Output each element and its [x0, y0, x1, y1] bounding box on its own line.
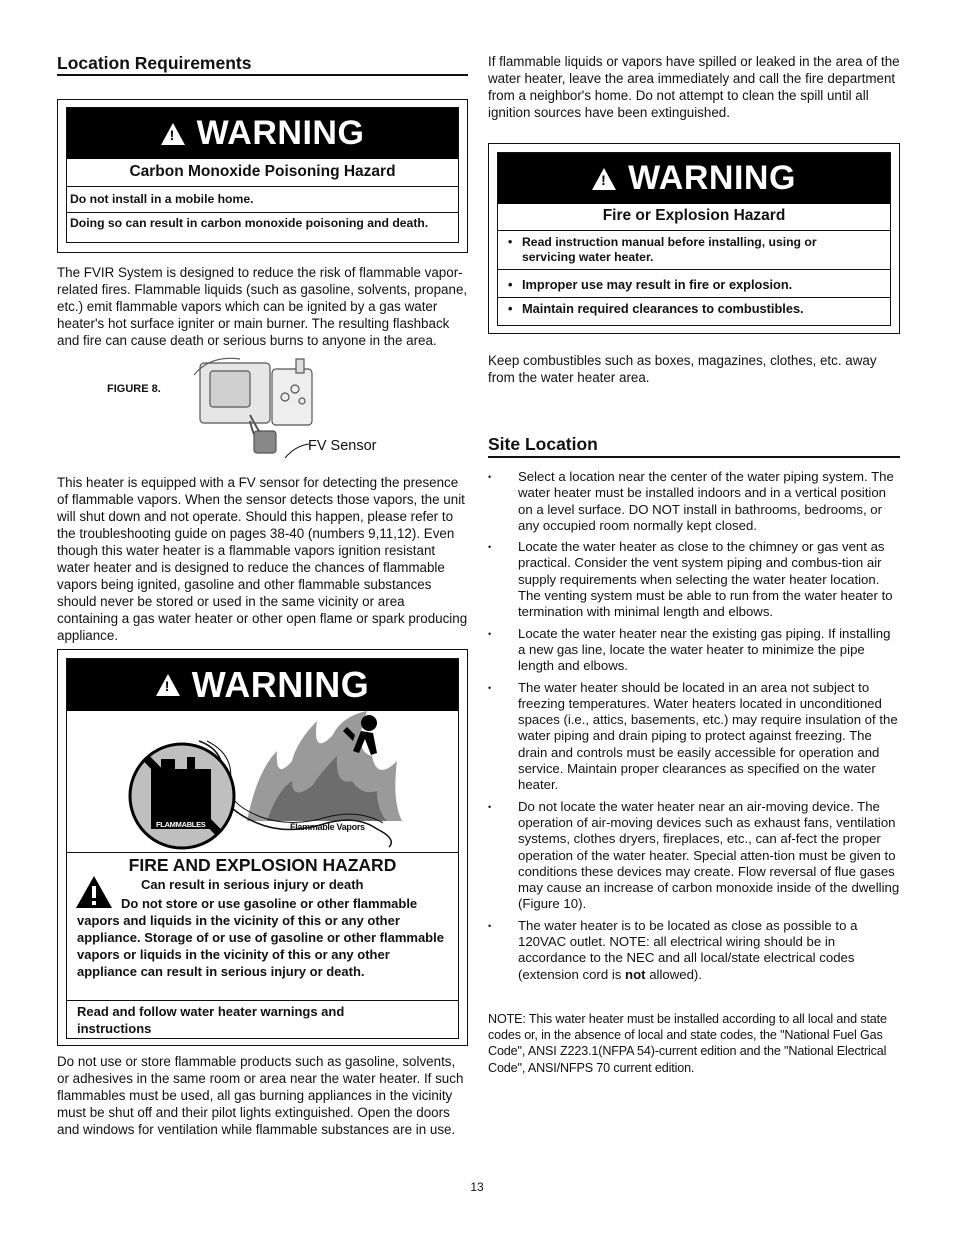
warning-fire-box — [488, 143, 900, 334]
figure-8-label: FIGURE 8. — [107, 383, 161, 395]
warning-co-sep — [67, 212, 458, 213]
location-title-rule — [57, 74, 468, 76]
site-location-title: Site Location — [488, 434, 598, 454]
bottom-paragraph: Do not use or store flammable products such as gasoline, solvents, or adhesives in the same room or area near the water heater. If such flammables must be used, all gas burning appliances in the vicinity must be shut off and their pilot lights extinguished. Open the doors and windows for ventilation while flammable substances are in use. — [57, 1054, 464, 1137]
site-title-rule — [488, 456, 900, 458]
warning-flammable-body-rest: vapors and liquids in the vicinity of this or any other appliance. Storage of or use of gasoline or other flammable vapors or liquids in the vicinity of this or any other appliance can result in serious injury or death. — [77, 913, 444, 979]
list-item: • Locate the water heater as close to the chimney or gas vent as practical. Consider the vent system piping and combus-tion air supply requirements when selecting the water heater location. The venting system must be able to run from the water heater to termination with minimal length and elbows. — [488, 539, 900, 620]
note-paragraph: NOTE: This water heater must be installed according to all local and state codes or, in the absence of local and state codes, the "National Fuel Gas Code", ANSI Z223.1(NFPA 54)-current edition and the "National Electrical Code", ANSI/NFPS 70 current edition. — [488, 1012, 887, 1075]
alert-triangle-icon — [75, 875, 113, 909]
warning-flammable-hazard: FIRE AND EXPLOSION HAZARD — [128, 855, 397, 875]
warning-flammable-sub: Can result in serious injury or death — [141, 877, 364, 892]
warning-triangle-icon — [592, 168, 616, 190]
warning-fire-bullet-1: • Read instruction manual before installing, using or servicing water heater. — [508, 235, 817, 264]
fv-sensor-leader-line — [283, 442, 311, 462]
list-item: • Locate the water heater near the existing gas piping. If installing a new gas line, locate the water heater to minimize the pipe length and elbows. — [488, 626, 900, 675]
list-item: • Select a location near the center of the water piping system. The water heater must be installed indoors and in a vertical position on a level surface. DO NOT install in bathrooms, bedrooms, or any occupied room normally kept closed. — [488, 469, 900, 534]
warning-fire-bullet-2: • Improper use may result in fire or explosion. — [508, 277, 793, 292]
warning-flammable-banner — [67, 659, 458, 711]
warning-co-banner-text: WARNING — [196, 114, 365, 152]
warning-triangle-icon — [161, 123, 185, 145]
location-requirements-title: Location Requirements — [57, 53, 252, 73]
warning-flammable-footer: Read and follow water heater warnings and instructions — [77, 1004, 345, 1036]
fvir-paragraph: The FVIR System is designed to reduce the risk of flammable vapor-related fires. Flammable liquids (such as gasoline, solvents, propane, etc.) emit flammable vapors which can be ignited by a gas water heater's hot surface igniter or main burner. The resulting flashback and fire can cause death or serious burns to anyone in the area. — [57, 265, 468, 348]
combustibles-paragraph: Keep combustibles such as boxes, magazines, clothes, etc. away from the water heater area. — [488, 353, 877, 385]
warning-fire-banner-text: WARNING — [628, 159, 796, 197]
list-item: • Do not locate the water heater near an air-moving device. The operation of air-moving devices such as exhaust fans, ventilation systems, clothes dryers, fireplaces, etc., can af-fect the proper operation of the water heater. Special atten-tion must be given to conditions these devices may create. Flow reversal of flue gases may cause an increase of carbon monoxide inside of the dwelling (Figure 10). — [488, 799, 900, 913]
page-number: 13 — [470, 1180, 484, 1194]
warning-fire-banner — [498, 153, 890, 204]
warning-fire-hazard: Fire or Explosion Hazard — [498, 207, 890, 231]
warning-co-box — [57, 99, 468, 253]
site-location-list — [488, 469, 900, 988]
warning-flammable-body-first: Do not store or use gasoline or other flammable — [121, 896, 418, 911]
warning-fire-bullet-3: • Maintain required clearances to combustibles. — [508, 301, 804, 316]
spill-paragraph: If flammable liquids or vapors have spilled or leaked in the area of the water heater, leave the area immediately and call the fire department from a neighbor's home. Do not attempt to clean the spill until all ignition sources have been extinguished. — [488, 54, 900, 120]
warning-flammable-banner-text: WARNING — [191, 664, 370, 705]
warning-fire-sep-2 — [498, 297, 890, 298]
warning-flammable-sep-bottom — [67, 1000, 458, 1001]
warning-co-inner — [66, 107, 459, 243]
warning-co-banner — [67, 108, 458, 159]
warning-flammable-box — [57, 649, 468, 1046]
warning-fire-inner — [497, 152, 891, 326]
flammables-can-label: FLAMMABLES — [156, 820, 206, 829]
warning-fire-sep-1 — [498, 269, 890, 270]
warning-triangle-icon — [156, 674, 180, 696]
warning-co-hazard: Carbon Monoxide Poisoning Hazard — [67, 163, 458, 187]
warning-flammable-inner — [66, 658, 459, 1039]
fv-sensor-callout: FV Sensor — [308, 438, 377, 454]
flammable-vapors-label: Flammable Vapors — [290, 822, 365, 832]
warning-flammable-sep-top — [67, 852, 458, 853]
list-item: • The water heater should be located in an area not subject to freezing temperatures. Water heaters located in unconditioned spaces (i.e., attics, basements, etc.) may require insulation of the water piping and drain piping to protect against freezing. The drain and controls must be easily accessible for operation and service. Maintain proper clearances as specified on the water heater. — [488, 680, 900, 794]
warning-co-line1: Do not install in a mobile home. — [70, 192, 254, 206]
list-item: • The water heater is to be located as close as possible to a 120VAC outlet. NOTE: all electrical wiring should be in accordance to the NEC and all local/state electrical codes (extension cord is not allowed). — [488, 918, 900, 983]
warning-co-line2: Doing so can result in carbon monoxide poisoning and death. — [70, 216, 429, 230]
sensor-paragraph: This heater is equipped with a FV sensor for detecting the presence of flammable vapors. When the sensor detects those vapors, the unit will shut down and not operate. Should this happen, please refer to the troubleshooting guide on pages 38-40 (numbers 9,11,12). Even though this water heater is a flammable vapors ignition resistant water heater and is designed to reduce the chances of flammable vapors being ignited, gasoline and other flammable substances should never be stored or used in the same vicinity or area containing a gas water heater or other open flame or spark producing appliance. — [57, 475, 468, 643]
flammable-vapors-pictogram — [127, 711, 427, 851]
